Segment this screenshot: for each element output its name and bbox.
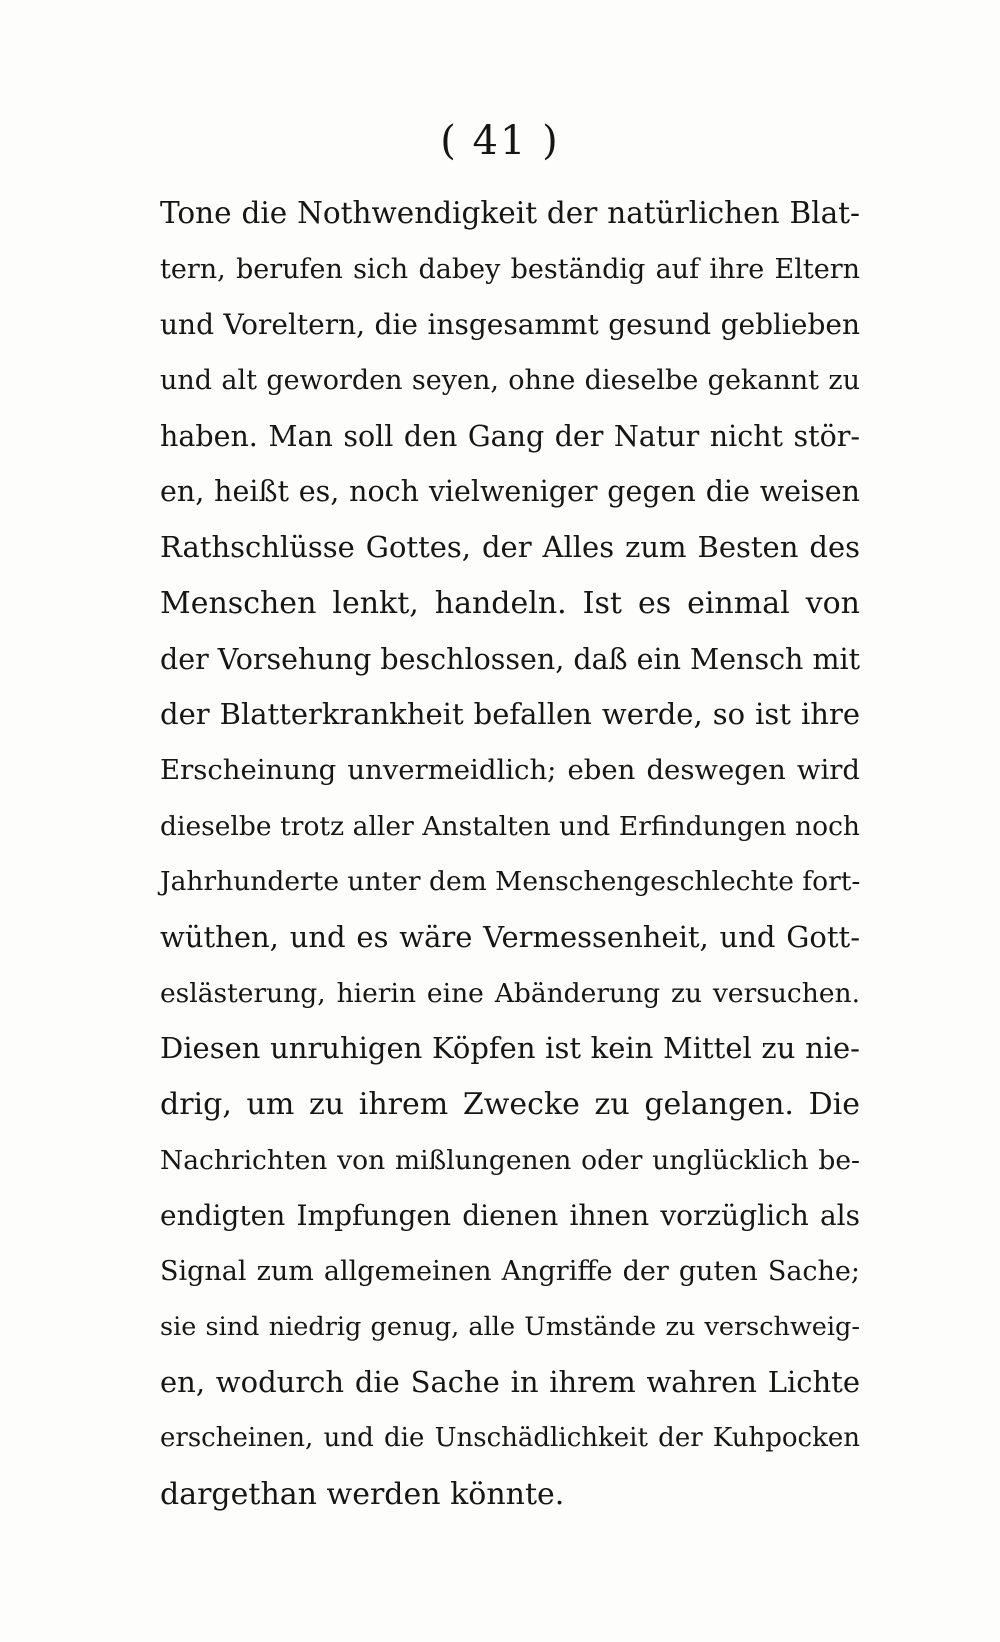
text-line: und Voreltern, die insgesammt gesund geblieben	[160, 308, 860, 342]
text-line: eslästerung, hierin eine Abänderung zu versuchen.	[160, 977, 860, 1009]
page-number: ( 41 )	[440, 118, 560, 164]
text-line: der Blatterkrankheit befallen werde, so ist ihre	[160, 697, 860, 732]
text-line: Rathschlüsse Gottes, der Alles zum Besten des	[160, 530, 860, 565]
text-line: endigten Impfungen dienen ihnen vorzüglich als	[160, 1199, 860, 1233]
text-line: Nachrichten von mißlungenen oder unglücklich be-	[160, 1144, 860, 1176]
text-line: und alt geworden seyen, ohne dieselbe gekannt zu	[160, 365, 860, 397]
text-line: tern, berufen sich dabey beständig auf ihre Eltern	[160, 253, 860, 285]
text-line: Tone die Nothwendigkeit der natürlichen Blat-	[160, 196, 860, 230]
text-line: en, wodurch die Sache in ihrem wahren Lichte	[160, 1365, 860, 1400]
text-line: Diesen unruhigen Köpfen ist kein Mittel zu nie-	[160, 1031, 860, 1066]
text-line: Jahrhunderte unter dem Menschengeschlechte fort-	[160, 866, 861, 898]
text-line: en, heißt es, noch vielweniger gegen die weisen	[160, 475, 860, 509]
text-line: Erscheinung unvermeidlich; eben deswegen wird	[160, 753, 860, 786]
text-line: dieselbe trotz aller Anstalten und Erfindungen noch	[160, 810, 860, 842]
text-line: drig, um zu ihrem Zwecke zu gelangen. Die	[160, 1087, 860, 1122]
text-line: Signal zum allgemeinen Angriffe der guten Sache;	[160, 1256, 860, 1288]
text-line: Menschen lenkt, handeln. Ist es einmal von	[160, 585, 860, 621]
text-line: sie sind niedrig genug, alle Umstände zu verschweig-	[160, 1311, 860, 1342]
text-line: der Vorsehung beschlossen, daß ein Mensch mit	[160, 642, 861, 676]
text-line: haben. Man soll den Gang der Natur nicht stör-	[160, 419, 860, 453]
text-line: erscheinen, und die Unschädlichkeit der Kuhpocken	[160, 1423, 860, 1454]
text-line: dargethan werden könnte.	[160, 1476, 565, 1512]
text-line: wüthen, und es wäre Vermessenheit, und Gott-	[160, 919, 860, 954]
body-text	[160, 186, 860, 1523]
